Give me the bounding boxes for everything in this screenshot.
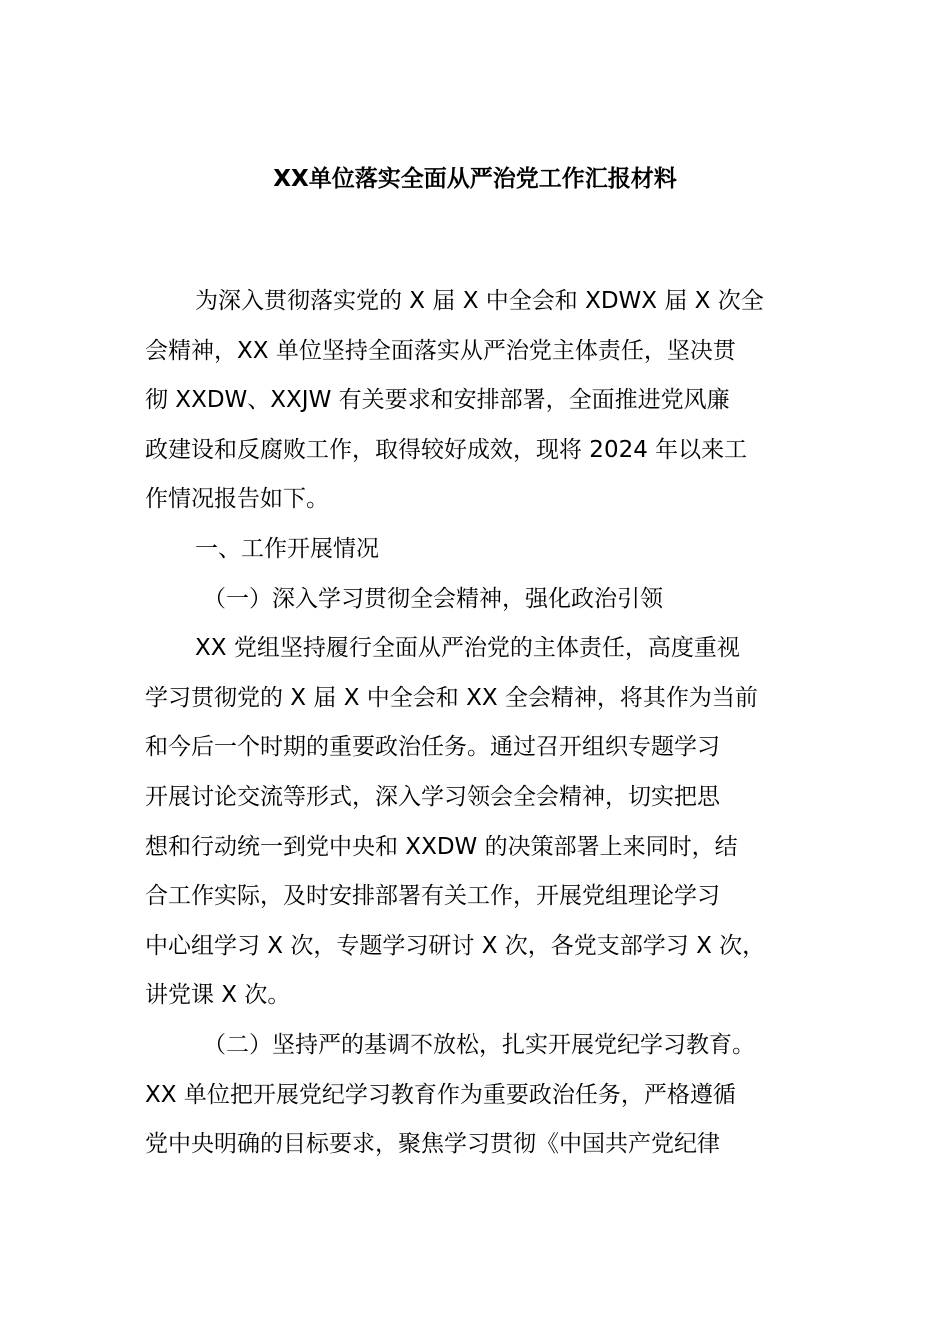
paragraph-2-line-1: XX 单位把开展党纪学习教育作为重要政治任务，严格遵循 [145, 1081, 736, 1108]
paragraph-intro-line-1: 为深入贯彻落实党的 X 届 X 中全会和 XDWX 届 X 次全 [195, 288, 764, 314]
document-title: XX单位落实全面从严治党工作汇报材料 [273, 166, 677, 192]
paragraph-1-line-6: 合工作实际，及时安排部署有关工作，开展党组理论学习 [145, 883, 720, 910]
paragraph-1-line-5: 想和行动统一到党中央和 XXDW 的决策部署上来同时，结 [145, 833, 738, 860]
subsection-heading-1: （一）深入学习贯彻全会精神，强化政治引领 [203, 585, 663, 612]
paragraph-intro-line-2: 会精神，XX 单位坚持全面落实从严治党主体责任，坚决贯 [145, 337, 736, 364]
paragraph-intro-line-4: 政建设和反腐败工作，取得较好成效，现将 2024 年以来工 [145, 436, 748, 463]
subsection-heading-2: （二）坚持严的基调不放松，扎实开展党纪学习教育。 [203, 1031, 755, 1058]
paragraph-intro-line-5: 作情况报告如下。 [145, 486, 329, 513]
paragraph-1-line-7: 中心组学习 X 次，专题学习研讨 X 次，各党支部学习 X 次， [145, 932, 766, 959]
paragraph-1-line-8: 讲党课 X 次。 [145, 982, 291, 1009]
paragraph-1-line-2: 学习贯彻党的 X 届 X 中全会和 XX 全会精神，将其作为当前 [145, 684, 758, 711]
paragraph-1-line-4: 开展讨论交流等形式，深入学习领会全会精神，切实把思 [145, 783, 720, 810]
section-heading-1: 一、工作开展情况 [195, 535, 379, 562]
paragraph-intro-line-3: 彻 XXDW、XXJW 有关要求和安排部署，全面推进党风廉 [145, 387, 730, 414]
paragraph-1-line-3: 和今后一个时期的重要政治任务。通过召开组织专题学习 [145, 734, 720, 761]
paragraph-1-line-1: XX 党组坚持履行全面从严治党的主体责任，高度重视 [195, 635, 740, 662]
paragraph-2-line-2: 党中央明确的目标要求，聚焦学习贯彻《中国共产党纪律 [145, 1131, 720, 1158]
document-body [145, 277, 835, 1170]
